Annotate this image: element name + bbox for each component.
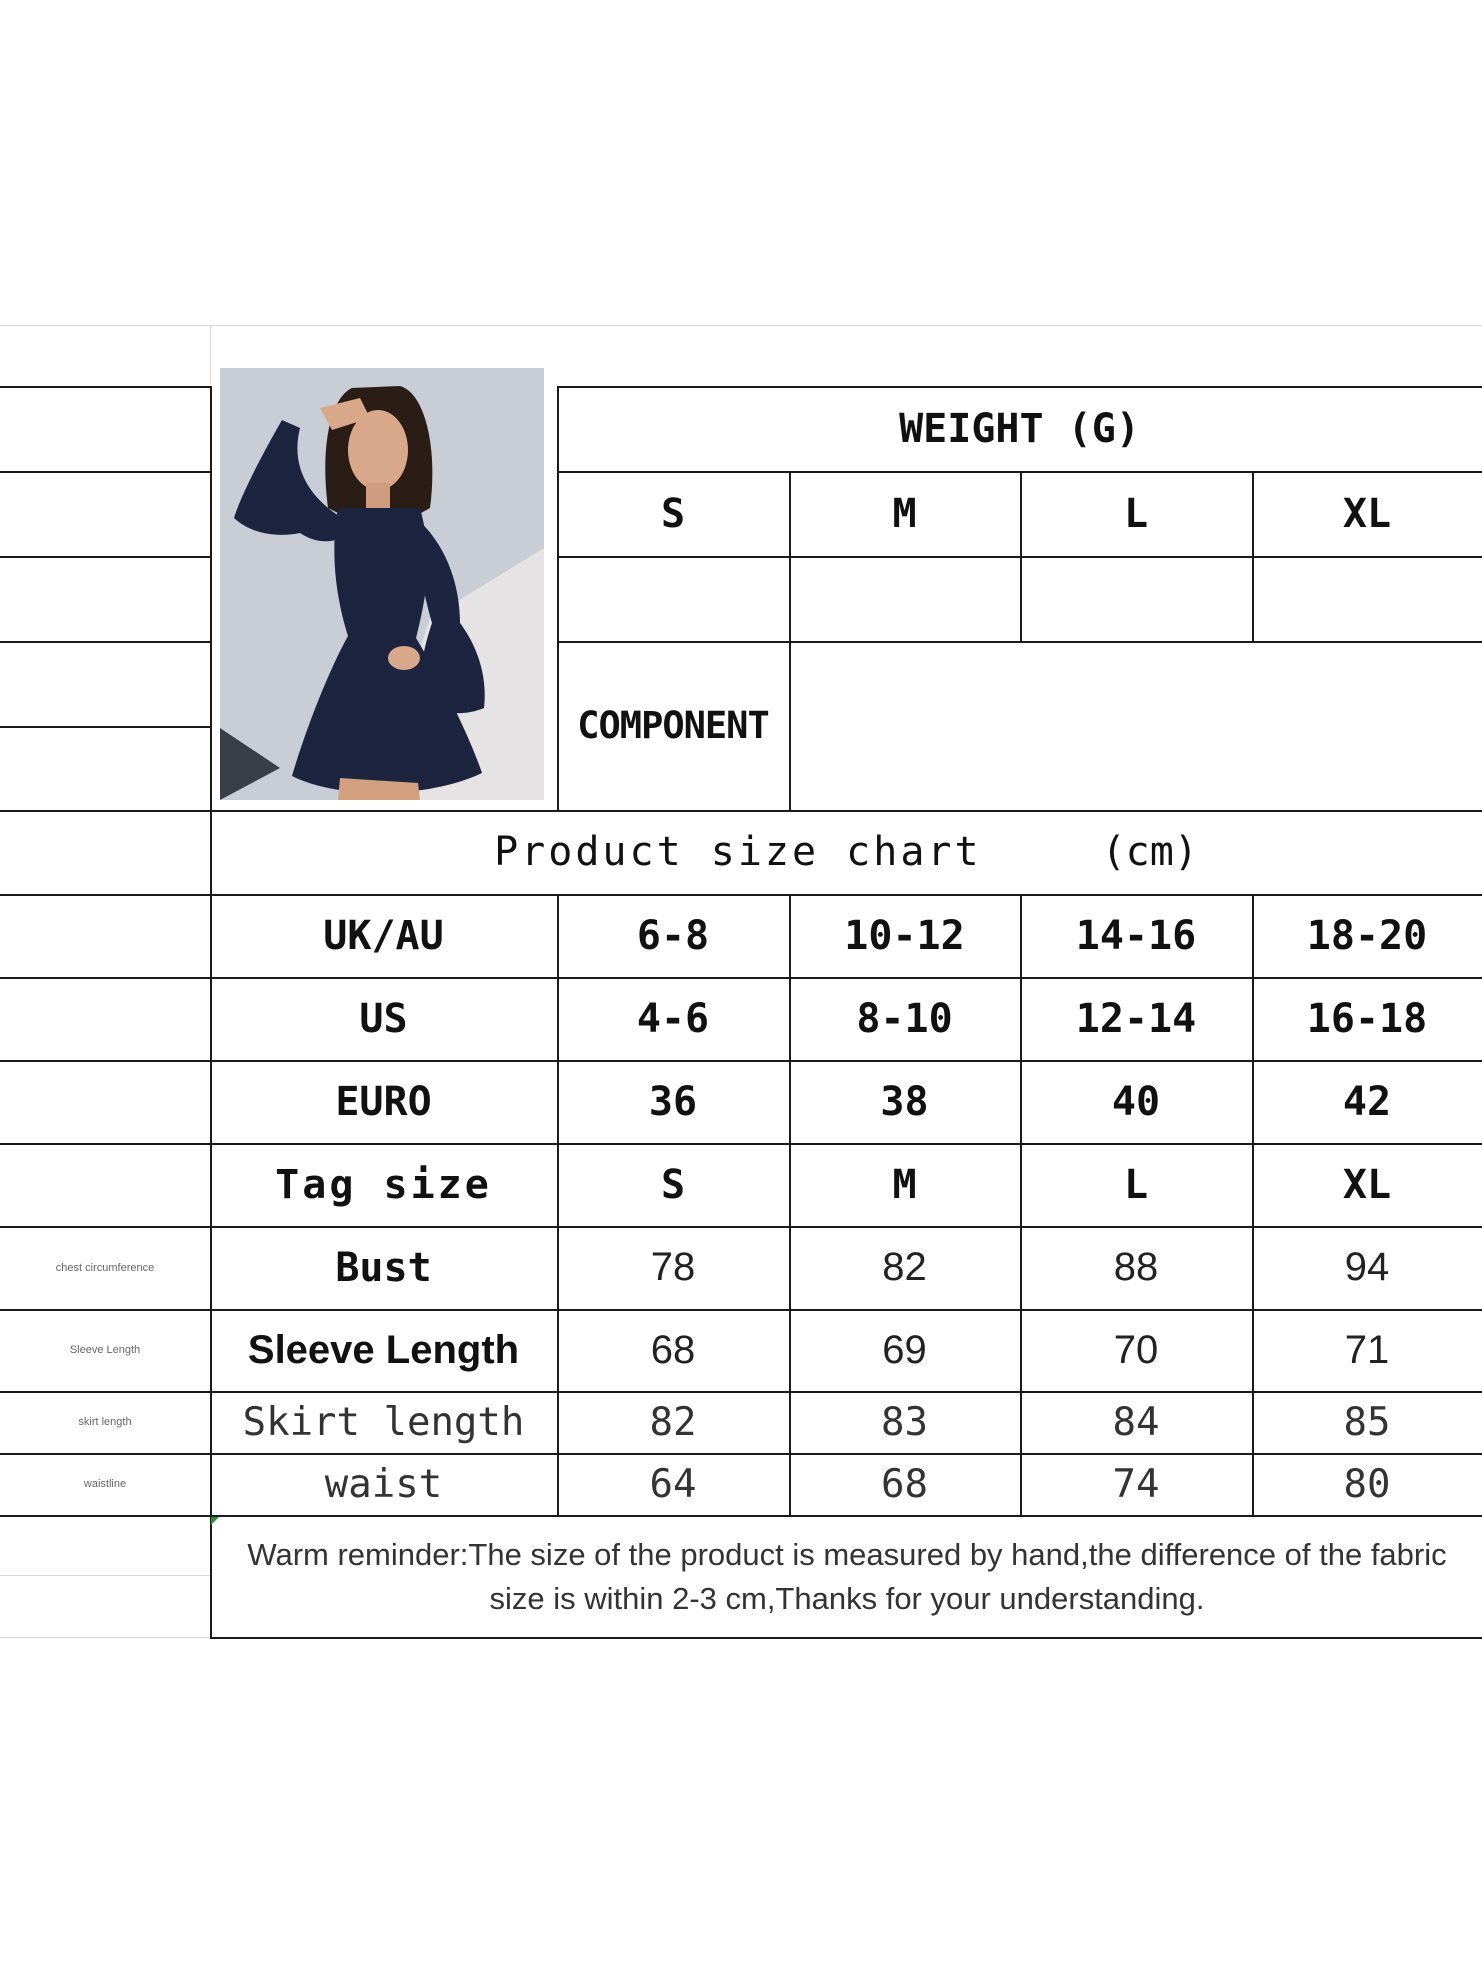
cell-tag-size-s: S	[660, 1161, 686, 1208]
side-note-uk-au	[0, 894, 210, 977]
weight-value-l	[1020, 556, 1252, 641]
cell-sleeve-length-s: 68	[650, 1327, 696, 1372]
row-label-uk-au: UK/AU	[323, 912, 444, 959]
cell-tag-size-xl: XL	[1342, 1161, 1392, 1208]
cell-skirt-length-xl: 85	[1343, 1399, 1391, 1445]
cell-waist-s: 64	[649, 1461, 697, 1507]
side-note-euro	[0, 1060, 210, 1143]
weight-size-xl: XL	[1342, 490, 1392, 537]
cell-waist-m: 68	[881, 1461, 928, 1507]
row-label-bust: Bust	[335, 1244, 432, 1291]
cell-euro-xl: 42	[1342, 1078, 1392, 1125]
component-value	[789, 641, 1482, 810]
row-label-waist: waist	[324, 1461, 443, 1507]
row-label-sleeve-length: Sleeve Length	[247, 1327, 520, 1372]
cell-us-xl: 16-18	[1306, 995, 1428, 1042]
cell-bust-xl: 94	[1344, 1245, 1390, 1289]
weight-value-s	[557, 556, 789, 641]
side-note-tag-size	[0, 1143, 210, 1226]
weight-size-m: M	[892, 490, 917, 537]
product-photo	[220, 368, 544, 800]
weight-value-xl	[1252, 556, 1482, 641]
row-label-us: US	[359, 995, 408, 1042]
chart-title-row	[210, 810, 1482, 894]
side-note-bust: chest circumference	[55, 1261, 155, 1274]
cell-us-l: 12-14	[1075, 995, 1197, 1042]
side-note-skirt-length: skirt length	[78, 1416, 132, 1428]
cell-euro-s: 36	[648, 1078, 698, 1125]
cell-skirt-length-l: 84	[1112, 1399, 1160, 1445]
cell-waist-xl: 80	[1343, 1461, 1391, 1507]
cell-waist-l: 74	[1112, 1461, 1160, 1507]
chart-unit: (cm)	[1101, 829, 1198, 875]
warm-reminder: Warm reminder:The size of the product is measured by hand,the difference of the fabric size is within 2-3 cm,Thanks for your understanding.	[247, 1537, 1447, 1616]
cell-euro-l: 40	[1111, 1078, 1161, 1125]
cell-euro-m: 38	[880, 1078, 929, 1125]
cell-bust-l: 88	[1113, 1245, 1159, 1289]
weight-title: WEIGHT (G)	[899, 405, 1140, 452]
cell-skirt-length-s: 82	[649, 1399, 697, 1445]
side-note-us	[0, 977, 210, 1060]
cell-bust-m: 82	[882, 1245, 927, 1289]
cell-us-s: 4-6	[636, 995, 710, 1042]
component-label: COMPONENT	[577, 704, 769, 747]
cell-sleeve-length-m: 69	[882, 1327, 927, 1372]
side-note-sleeve-length: Sleeve Length	[69, 1344, 141, 1356]
cell-uk-au-m: 10-12	[844, 912, 965, 959]
cell-uk-au-l: 14-16	[1075, 912, 1197, 959]
cell-skirt-length-m: 83	[881, 1399, 928, 1445]
weight-value-m	[789, 556, 1020, 641]
cell-bust-s: 78	[650, 1245, 696, 1289]
chart-title: Product size chart	[494, 829, 982, 875]
row-label-euro: EURO	[335, 1078, 432, 1125]
cell-us-m: 8-10	[856, 995, 953, 1042]
row-label-tag-size: Tag size	[275, 1161, 492, 1208]
weight-size-l: L	[1123, 490, 1149, 537]
row-label-skirt-length: Skirt length	[242, 1399, 525, 1445]
cell-tag-size-m: M	[892, 1161, 917, 1208]
cell-uk-au-s: 6-8	[636, 912, 710, 959]
cell-uk-au-xl: 18-20	[1306, 912, 1428, 959]
cell-sleeve-length-l: 70	[1113, 1327, 1159, 1372]
cell-sleeve-length-xl: 71	[1344, 1327, 1390, 1372]
cell-tag-size-l: L	[1123, 1161, 1149, 1208]
side-note-waist: waistline	[83, 1478, 127, 1490]
weight-size-s: S	[660, 490, 686, 537]
